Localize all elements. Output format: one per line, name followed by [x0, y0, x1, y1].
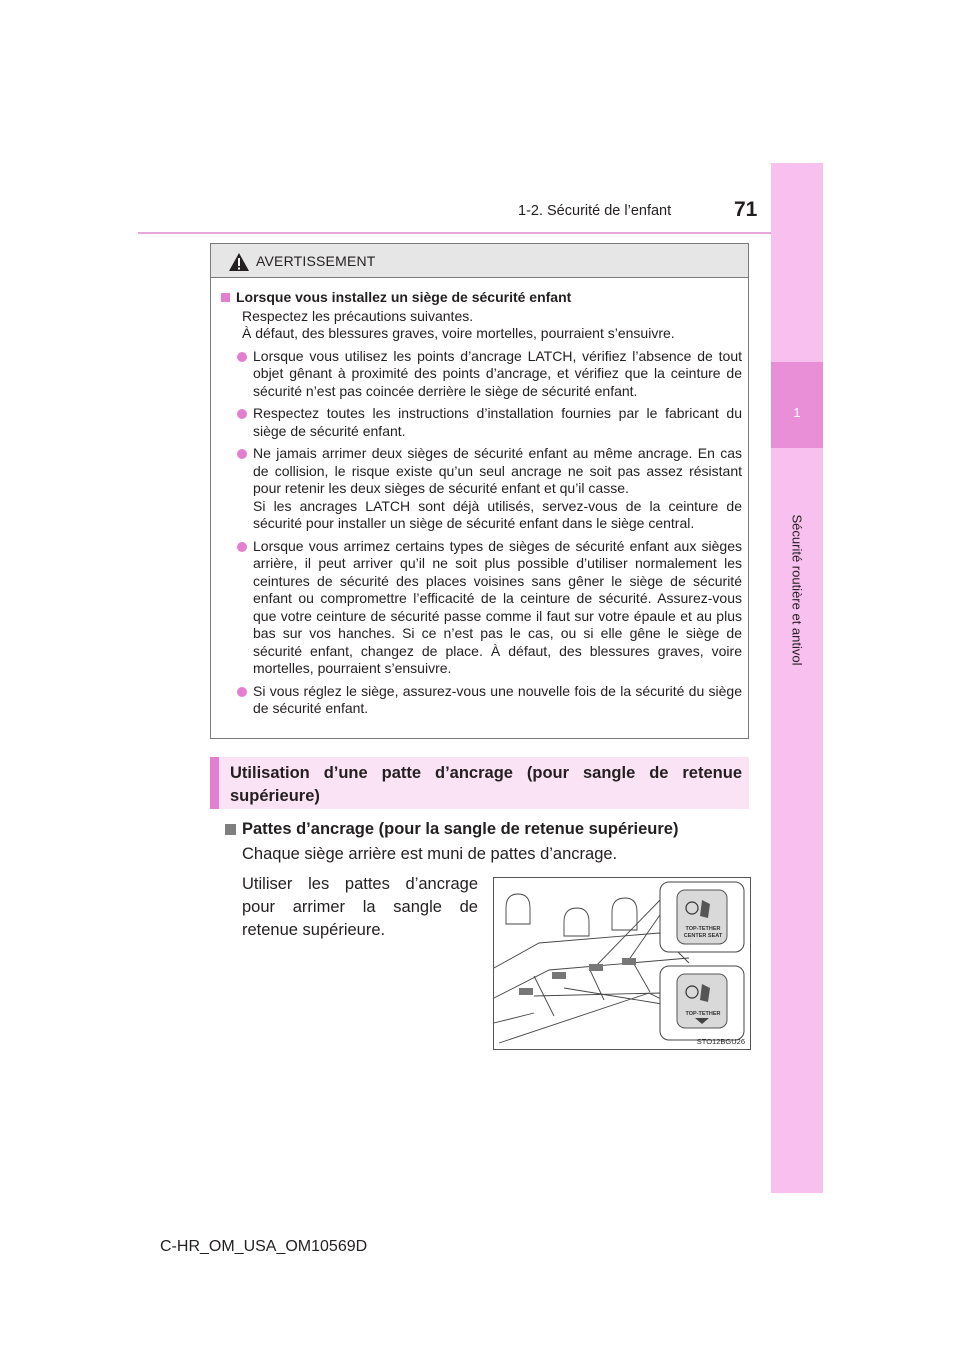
- warning-header: [211, 244, 748, 278]
- callout-label-center-seat: CENTER SEAT: [683, 933, 723, 939]
- anchor-bracket-illustration: [493, 877, 751, 1050]
- chapter-title: Sécurité routière et antivol: [789, 514, 805, 666]
- illustration-code: STO12BGU26: [696, 1037, 745, 1046]
- square-bullet-icon: [225, 824, 236, 835]
- section-title: Utilisation d’une patte d’ancrage (pour sangle de retenue supérieure): [230, 764, 742, 805]
- warning-body: [211, 278, 748, 718]
- warning-item-text: Lorsque vous utilisez les points d’ancrage LATCH, vérifiez l’absence de tout objet gênant à proximité des points d’ancrage, et vérifiez que la ceinture de sécurité n’est pas coincée derrière le siège de sécurité enfant.: [253, 347, 742, 399]
- warning-item-text-continued: Si les ancrages LATCH sont déjà utilisés, servez-vous de la ceinture de sécurité pour installer un siège de sécurité enfant dans le siège central.: [253, 497, 742, 531]
- header-rule: [138, 232, 822, 234]
- warning-item-text: Lorsque vous arrimez certains types de sièges de sécurité enfant aux sièges arrière, il peut arriver qu’il ne soit plus possible d’utiliser normalement les ceintures de sécurité des places voisines sans gêner le siège de sécurité enfant ou compromettre l’efficacité de la ceinture de sécurité. Assurez-vous que votre ceinture de sécurité passe comme il faut sur votre épaule et au plus bas sur vos hanches. Si ce n’est pas le cas, ou si elle gêne le siège de sécurité enfant, changez de place. À défaut, des blessures graves, voire mortelles, pourraient s’ensuivre.: [253, 537, 742, 676]
- warning-intro-line-2: À défaut, des blessures graves, voire mortelles, pourraient s’ensuivre.: [242, 325, 675, 341]
- chapter-number: 1: [793, 405, 801, 420]
- warning-list-item: [221, 348, 742, 401]
- warning-intro-line-1: Respectez les précautions suivantes.: [242, 307, 474, 324]
- callout-label-top-tether-1: TOP-TETHER: [685, 926, 721, 932]
- round-bullet-icon: [237, 352, 247, 362]
- content-paragraph-2: Utiliser les pattes d’ancrage pour arrimer la sangle de retenue supérieure.: [242, 875, 478, 939]
- section-heading-bar: [210, 757, 219, 809]
- warning-list-item: [221, 683, 742, 718]
- content-subheading-text: Pattes d’ancrage (pour la sangle de retenue supérieure): [242, 820, 679, 838]
- content-paragraph-1: Chaque siège arrière est muni de pattes d’ancrage.: [242, 845, 618, 863]
- round-bullet-icon: [237, 687, 247, 697]
- section-heading: [210, 757, 749, 809]
- warning-list-item: [221, 538, 742, 678]
- warning-subheading-text: Lorsque vous installez un siège de sécurité enfant: [236, 289, 572, 305]
- warning-list-item: [221, 445, 742, 533]
- warning-item-text: Ne jamais arrimer deux sièges de sécurité enfant au même ancrage. En cas de collision, le risque existe qu’un seul ancrage ne soit pas assez résistant pour retenir les deux sièges de sécurité enfant et qu’il casse.: [253, 445, 742, 496]
- warning-subheading: [221, 289, 742, 307]
- warning-title: AVERTISSEMENT: [256, 253, 376, 269]
- document-code-footer: C-HR_OM_USA_OM10569D: [160, 1238, 368, 1255]
- round-bullet-icon: [237, 449, 247, 459]
- warning-box: [210, 243, 749, 739]
- warning-triangle-icon: [228, 252, 250, 272]
- warning-list: [221, 348, 742, 718]
- page-number: 71: [734, 198, 758, 221]
- running-header-section: 1-2. Sécurité de l’enfant: [518, 203, 672, 219]
- warning-item-text: Respectez toutes les instructions d’installation fournies par le fabricant du siège de sécurité enfant.: [253, 405, 742, 439]
- round-bullet-icon: [237, 409, 247, 419]
- callout-label-top-tether-2: TOP-TETHER: [685, 1011, 721, 1017]
- content-subheading: [225, 820, 678, 839]
- round-bullet-icon: [237, 542, 247, 552]
- warning-list-item: [221, 405, 742, 440]
- chapter-side-tab: [771, 163, 823, 1193]
- seat-illustration-drawing: [494, 878, 750, 1049]
- square-bullet-icon: [221, 293, 230, 302]
- warning-item-text: Si vous réglez le siège, assurez-vous une nouvelle fois de la sécurité du siège de sécurité enfant.: [253, 682, 742, 716]
